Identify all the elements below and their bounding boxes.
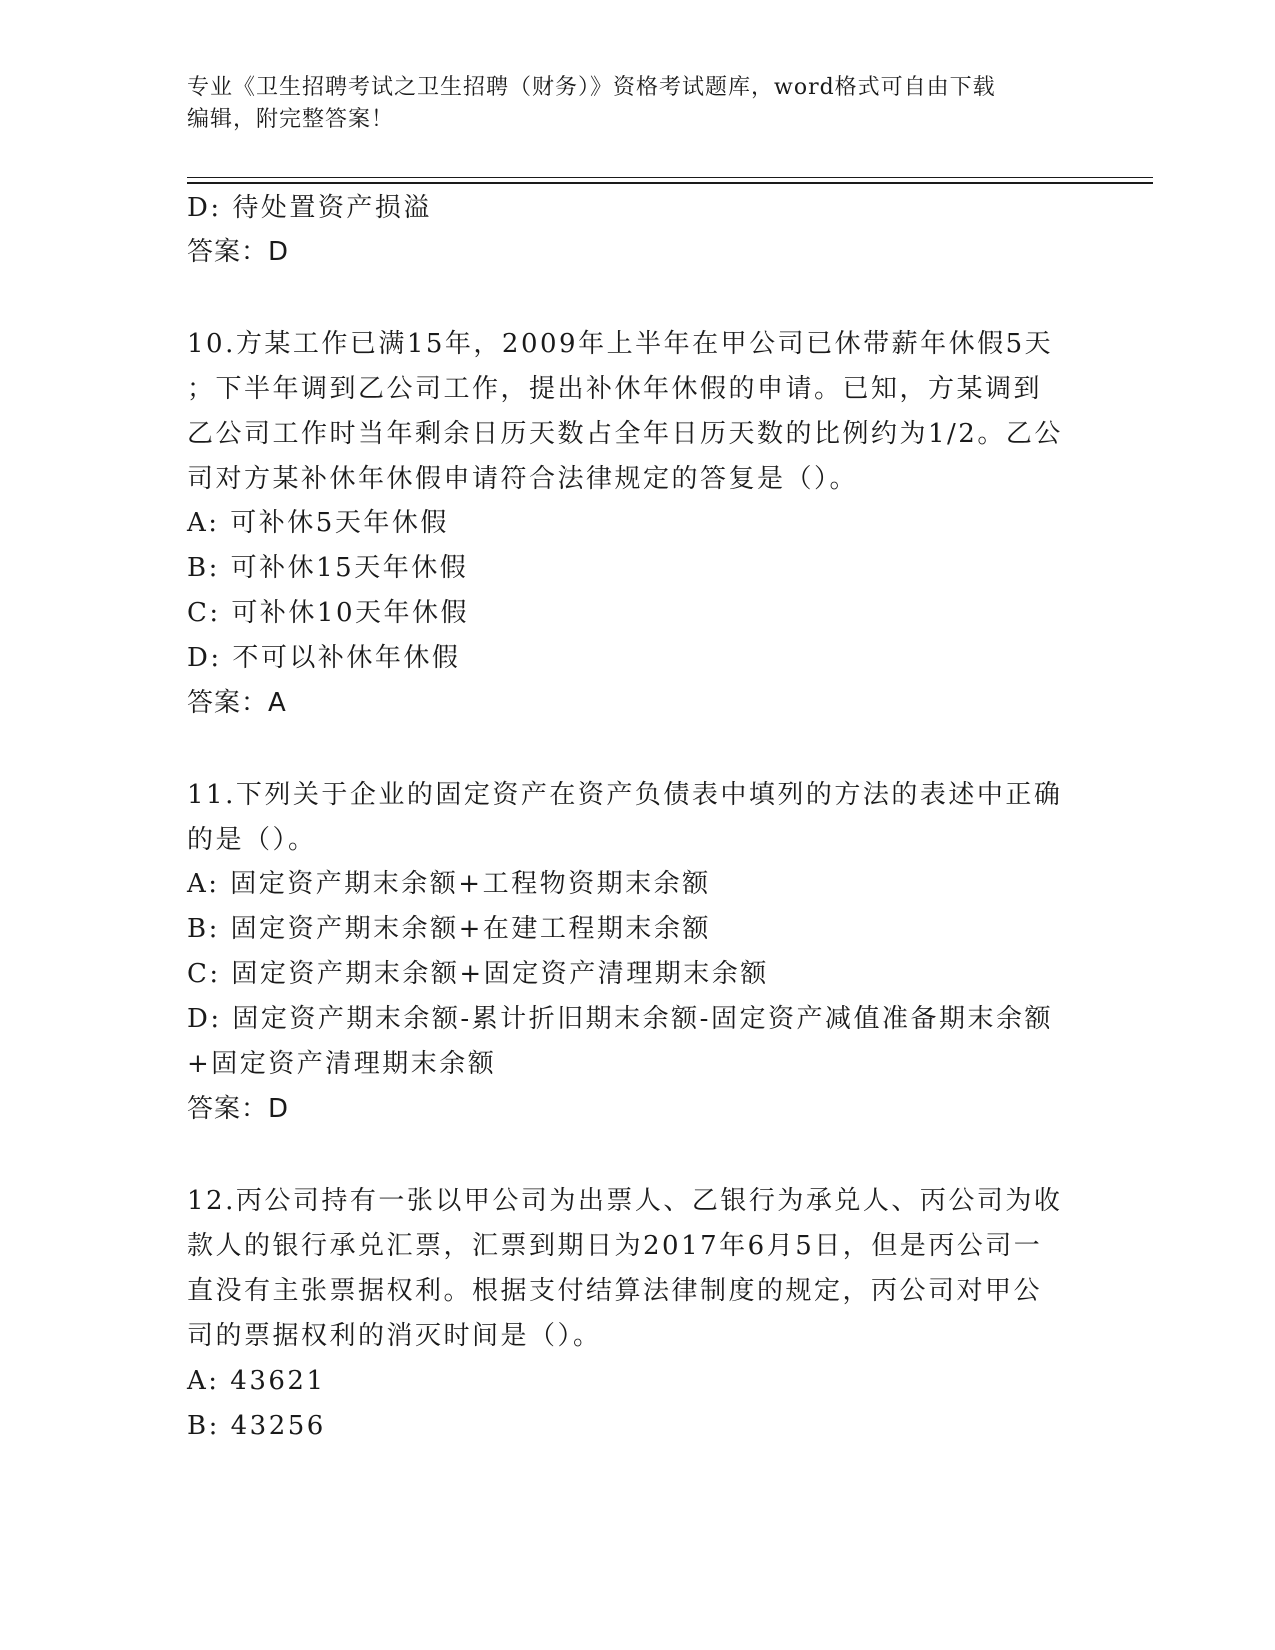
question-11-option-c: C: 固定资产期末余额+固定资产清理期末余额 — [187, 959, 769, 989]
question-11-option-b: B: 固定资产期末余额+在建工程期末余额 — [187, 914, 711, 944]
question-11-line-2: 的是（）。 — [187, 825, 317, 855]
question-12-line-3: 直没有主张票据权利。根据支付结算法律制度的规定，丙公司对甲公 — [187, 1276, 1043, 1306]
question-10-option-a: A: 可补休5天年休假 — [187, 508, 449, 538]
question-12-line-4: 司的票据权利的消灭时间是（）。 — [187, 1321, 602, 1351]
answer-label: 答案：D — [187, 237, 290, 267]
question-10-option-b: B: 可补休15天年休假 — [187, 553, 469, 583]
question-11-option-d-cont: +固定资产清理期末余额 — [187, 1049, 497, 1079]
header-line-1: 专业《卫生招聘考试之卫生招聘（财务）》资格考试题库，word格式可自由下载 — [187, 75, 996, 100]
question-12-line-1: 12.丙公司持有一张以甲公司为出票人、乙银行为承兑人、丙公司为收 — [187, 1186, 1063, 1216]
question-10-option-d: D: 不可以补休年休假 — [187, 643, 461, 673]
question-11-answer: 答案：D — [187, 1094, 290, 1124]
header-line-2: 编辑，附完整答案！ — [187, 107, 395, 132]
question-10-line-4: 司对方某补休年休假申请符合法律规定的答复是（）。 — [187, 464, 859, 494]
question-10-line-3: 乙公司工作时当年剩余日历天数占全年日历天数的比例约为1/2。乙公 — [187, 419, 1063, 449]
question-12-option-b: B: 43256 — [187, 1411, 326, 1441]
option-d: D: 待处置资产损溢 — [187, 193, 432, 223]
question-11-option-a: A: 固定资产期末余额+工程物资期末余额 — [187, 869, 711, 899]
question-12-line-2: 款人的银行承兑汇票，汇票到期日为2017年6月5日，但是丙公司一 — [187, 1231, 1043, 1261]
question-10-option-c: C: 可补休10天年休假 — [187, 598, 470, 628]
question-11-line-1: 11.下列关于企业的固定资产在资产负债表中填列的方法的表述中正确 — [187, 780, 1063, 810]
question-10-answer: 答案：A — [187, 688, 287, 718]
question-12-option-a: A: 43621 — [187, 1366, 326, 1396]
question-10-line-1: 10.方某工作已满15年，2009年上半年在甲公司已休带薪年休假5天 — [187, 329, 1054, 359]
header-divider-thick — [187, 182, 1153, 184]
question-10-line-2: ；下半年调到乙公司工作，提出补休年休假的申请。已知，方某调到 — [187, 374, 1043, 404]
question-11-option-d: D: 固定资产期末余额-累计折旧期末余额-固定资产减值准备期末余额 — [187, 1004, 1053, 1034]
page-header — [187, 72, 1067, 136]
header-divider-thin — [187, 177, 1153, 178]
